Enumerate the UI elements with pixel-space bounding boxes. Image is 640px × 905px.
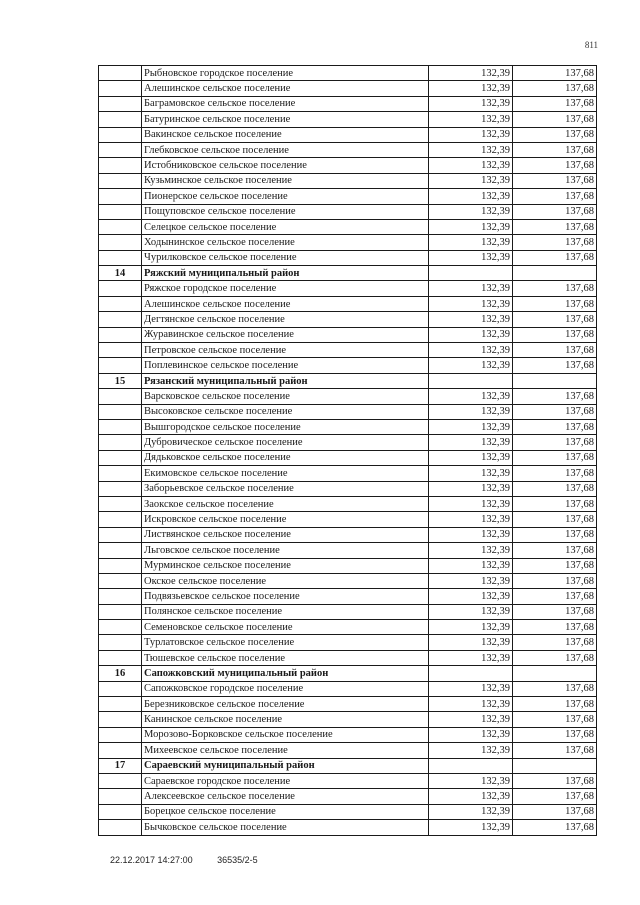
settlement-row [99,435,597,450]
settlement-name-cell: Журавинское сельское поселение [142,327,429,342]
settlement-name-cell: Алешинское сельское поселение [142,81,429,96]
settlement-row [99,327,597,342]
tariff-value-2-cell [513,666,597,681]
row-number-cell [99,527,142,542]
row-number-cell [99,173,142,188]
settlement-name-cell: Дубровическое сельское поселение [142,435,429,450]
tariff-value-2-cell: 137,68 [513,204,597,219]
settlement-row [99,496,597,511]
tariff-value-2-cell: 137,68 [513,635,597,650]
settlement-name-cell: Дядьковское сельское поселение [142,450,429,465]
settlement-row [99,650,597,665]
row-number-cell: 15 [99,373,142,388]
tariff-value-2-cell [513,266,597,281]
tariff-value-2-cell: 137,68 [513,219,597,234]
settlement-name-cell: Искровское сельское поселение [142,512,429,527]
row-number-cell [99,773,142,788]
settlement-row [99,804,597,819]
tariff-value-2-cell: 137,68 [513,466,597,481]
settlement-row [99,66,597,81]
row-number-cell: 17 [99,758,142,773]
tariff-value-1-cell: 132,39 [429,296,513,311]
tariff-value-1-cell: 132,39 [429,204,513,219]
tariff-value-1-cell: 132,39 [429,681,513,696]
settlement-row [99,343,597,358]
settlement-row [99,573,597,588]
settlement-row [99,604,597,619]
settlement-row [99,81,597,96]
row-number-cell [99,235,142,250]
settlement-name-cell: Алешинское сельское поселение [142,296,429,311]
settlement-name-cell: Морозово-Борковское сельское поселение [142,727,429,742]
row-number-cell [99,604,142,619]
tariff-value-1-cell: 132,39 [429,96,513,111]
settlement-name-cell: Поплевинское сельское поселение [142,358,429,373]
settlement-row [99,250,597,265]
tariff-value-2-cell: 137,68 [513,81,597,96]
tariff-value-1-cell: 132,39 [429,404,513,419]
settlement-row [99,235,597,250]
settlement-name-cell: Окское сельское поселение [142,573,429,588]
tariff-value-1-cell: 132,39 [429,358,513,373]
tariff-value-1-cell: 132,39 [429,81,513,96]
tariff-value-1-cell: 132,39 [429,66,513,81]
settlement-row [99,189,597,204]
tariff-value-1-cell: 132,39 [429,558,513,573]
settlement-name-cell: Сараевский муниципальный район [142,758,429,773]
settlement-name-cell: Березниковское сельское поселение [142,697,429,712]
tariff-value-2-cell: 137,68 [513,527,597,542]
tariff-value-2-cell: 137,68 [513,789,597,804]
row-number-cell [99,158,142,173]
tariff-value-2-cell: 137,68 [513,512,597,527]
tariff-value-2-cell: 137,68 [513,773,597,788]
row-number-cell [99,327,142,342]
tariff-value-1-cell: 132,39 [429,142,513,157]
settlement-name-cell: Пощуповское сельское поселение [142,204,429,219]
tariff-value-1-cell: 132,39 [429,466,513,481]
settlement-name-cell: Турлатовское сельское поселение [142,635,429,650]
settlement-row [99,389,597,404]
settlement-row [99,820,597,835]
tariff-value-1-cell: 132,39 [429,496,513,511]
document-code: 36535/2-5 [217,855,258,865]
tariff-value-2-cell: 137,68 [513,727,597,742]
settlement-name-cell: Дегтянское сельское поселение [142,312,429,327]
tariff-value-2-cell: 137,68 [513,281,597,296]
row-number-cell [99,142,142,157]
settlement-name-cell: Кузьминское сельское поселение [142,173,429,188]
tariff-value-1-cell: 132,39 [429,419,513,434]
tariff-value-2-cell: 137,68 [513,496,597,511]
settlement-name-cell: Льговское сельское поселение [142,543,429,558]
tariff-value-1-cell: 132,39 [429,789,513,804]
settlement-name-cell: Петровское сельское поселение [142,343,429,358]
settlement-name-cell: Листвянское сельское поселение [142,527,429,542]
tariff-value-2-cell: 137,68 [513,189,597,204]
row-number-cell [99,650,142,665]
district-row [99,373,597,388]
settlement-row [99,112,597,127]
tariff-value-1-cell: 132,39 [429,235,513,250]
tariff-value-2-cell: 137,68 [513,127,597,142]
row-number-cell [99,620,142,635]
settlement-name-cell: Вакинское сельское поселение [142,127,429,142]
settlement-row [99,127,597,142]
row-number-cell [99,435,142,450]
settlement-name-cell: Подвязьевское сельское поселение [142,589,429,604]
settlement-row [99,743,597,758]
row-number-cell [99,358,142,373]
tariff-value-2-cell: 137,68 [513,681,597,696]
tariff-value-2-cell: 137,68 [513,235,597,250]
tariff-value-1-cell: 132,39 [429,389,513,404]
settlement-name-cell: Ряжский муниципальный район [142,266,429,281]
settlement-row [99,620,597,635]
settlement-name-cell: Тюшевское сельское поселение [142,650,429,665]
settlement-row [99,558,597,573]
tariff-value-2-cell: 137,68 [513,296,597,311]
settlement-row [99,404,597,419]
settlement-row [99,281,597,296]
settlement-name-cell: Селецкое сельское поселение [142,219,429,234]
tariff-value-1-cell: 132,39 [429,773,513,788]
tariff-value-1-cell [429,373,513,388]
tariff-value-2-cell: 137,68 [513,327,597,342]
settlement-name-cell: Михеевское сельское поселение [142,743,429,758]
row-number-cell [99,450,142,465]
tariff-value-1-cell: 132,39 [429,697,513,712]
tariff-value-1-cell: 132,39 [429,527,513,542]
settlement-row [99,712,597,727]
row-number-cell [99,481,142,496]
row-number-cell [99,281,142,296]
row-number-cell [99,543,142,558]
settlement-name-cell: Полянское сельское поселение [142,604,429,619]
settlement-row [99,450,597,465]
tariff-value-2-cell: 137,68 [513,573,597,588]
tariff-value-1-cell: 132,39 [429,743,513,758]
page-number: 811 [584,40,598,50]
row-number-cell [99,804,142,819]
settlement-name-cell: Батуринское сельское поселение [142,112,429,127]
row-number-cell [99,697,142,712]
tariff-value-1-cell: 132,39 [429,712,513,727]
tariff-value-1-cell: 132,39 [429,573,513,588]
settlement-row [99,543,597,558]
settlement-row [99,312,597,327]
settlement-name-cell: Борецкое сельское поселение [142,804,429,819]
tariff-value-2-cell: 137,68 [513,112,597,127]
row-number-cell [99,512,142,527]
settlement-name-cell: Алексеевское сельское поселение [142,789,429,804]
tariff-value-2-cell: 137,68 [513,435,597,450]
tariff-value-2-cell: 137,68 [513,96,597,111]
tariff-value-2-cell: 137,68 [513,589,597,604]
tariff-value-1-cell [429,666,513,681]
row-number-cell [99,727,142,742]
row-number-cell [99,189,142,204]
district-row [99,666,597,681]
row-number-cell [99,743,142,758]
settlement-row [99,219,597,234]
settlement-name-cell: Высоковское сельское поселение [142,404,429,419]
tariff-value-2-cell: 137,68 [513,142,597,157]
tariff-value-2-cell: 137,68 [513,343,597,358]
tariff-value-2-cell: 137,68 [513,543,597,558]
settlement-row [99,296,597,311]
settlement-name-cell: Баграмовское сельское поселение [142,96,429,111]
row-number-cell [99,589,142,604]
tariff-value-2-cell: 137,68 [513,250,597,265]
tariff-value-2-cell: 137,68 [513,312,597,327]
tariff-value-1-cell: 132,39 [429,158,513,173]
row-number-cell [99,404,142,419]
settlement-row [99,96,597,111]
tariff-value-2-cell: 137,68 [513,358,597,373]
tariff-value-1-cell: 132,39 [429,127,513,142]
tariff-value-1-cell: 132,39 [429,281,513,296]
tariff-value-1-cell: 132,39 [429,450,513,465]
row-number-cell [99,466,142,481]
tariff-value-2-cell: 137,68 [513,481,597,496]
settlement-row [99,512,597,527]
settlement-row [99,419,597,434]
tariff-value-2-cell: 137,68 [513,604,597,619]
row-number-cell [99,820,142,835]
settlement-row [99,727,597,742]
tariff-value-1-cell: 132,39 [429,327,513,342]
row-number-cell [99,96,142,111]
tariff-value-1-cell: 132,39 [429,481,513,496]
tariff-value-2-cell: 137,68 [513,804,597,819]
settlement-name-cell: Пионерское сельское поселение [142,189,429,204]
settlement-row [99,773,597,788]
row-number-cell [99,312,142,327]
row-number-cell [99,419,142,434]
tariff-value-1-cell: 132,39 [429,312,513,327]
tariff-value-1-cell: 132,39 [429,589,513,604]
settlement-row [99,635,597,650]
row-number-cell [99,389,142,404]
tariff-value-1-cell: 132,39 [429,635,513,650]
settlement-name-cell: Рыбновское городское поселение [142,66,429,81]
tariff-value-2-cell: 137,68 [513,820,597,835]
settlement-name-cell: Ряжское городское поселение [142,281,429,296]
settlement-name-cell: Сапожковский муниципальный район [142,666,429,681]
tariff-value-2-cell: 137,68 [513,697,597,712]
tariff-value-1-cell: 132,39 [429,820,513,835]
tariff-value-1-cell: 132,39 [429,512,513,527]
settlement-name-cell: Чурилковское сельское поселение [142,250,429,265]
tariff-value-2-cell: 137,68 [513,558,597,573]
settlement-name-cell: Канинское сельское поселение [142,712,429,727]
settlement-row [99,789,597,804]
settlement-name-cell: Мурминское сельское поселение [142,558,429,573]
settlement-row [99,158,597,173]
print-timestamp: 22.12.2017 14:27:00 [110,855,193,865]
tariff-value-1-cell: 132,39 [429,343,513,358]
tariff-value-2-cell: 137,68 [513,743,597,758]
settlement-name-cell: Екимовское сельское поселение [142,466,429,481]
row-number-cell [99,496,142,511]
row-number-cell [99,558,142,573]
settlement-name-cell: Заокское сельское поселение [142,496,429,511]
tariff-value-1-cell: 132,39 [429,112,513,127]
settlement-name-cell: Сапожковское городское поселение [142,681,429,696]
tariff-value-1-cell: 132,39 [429,250,513,265]
tariff-value-1-cell: 132,39 [429,650,513,665]
district-row [99,266,597,281]
settlement-row [99,681,597,696]
tariff-value-1-cell: 132,39 [429,189,513,204]
tariff-value-1-cell: 132,39 [429,604,513,619]
settlement-name-cell: Заборьевское сельское поселение [142,481,429,496]
settlement-row [99,173,597,188]
settlement-row [99,358,597,373]
settlement-row [99,204,597,219]
settlement-name-cell: Глебковское сельское поселение [142,142,429,157]
tariff-value-2-cell: 137,68 [513,158,597,173]
settlement-name-cell: Рязанский муниципальный район [142,373,429,388]
tariff-value-1-cell: 132,39 [429,435,513,450]
settlement-name-cell: Ходынинское сельское поселение [142,235,429,250]
row-number-cell [99,66,142,81]
row-number-cell [99,296,142,311]
row-number-cell [99,112,142,127]
row-number-cell [99,573,142,588]
settlement-row [99,589,597,604]
settlement-row [99,466,597,481]
row-number-cell [99,681,142,696]
settlement-row [99,527,597,542]
row-number-cell: 16 [99,666,142,681]
tariff-value-1-cell: 132,39 [429,173,513,188]
row-number-cell [99,204,142,219]
settlement-row [99,142,597,157]
settlement-name-cell: Вышгородское сельское поселение [142,419,429,434]
settlement-name-cell: Сараевское городское поселение [142,773,429,788]
row-number-cell [99,81,142,96]
row-number-cell [99,789,142,804]
settlement-row [99,481,597,496]
tariff-value-2-cell: 137,68 [513,389,597,404]
settlement-name-cell: Варсковское сельское поселение [142,389,429,404]
tariff-value-2-cell: 137,68 [513,650,597,665]
tariff-value-2-cell: 137,68 [513,620,597,635]
tariff-table-body [99,66,597,836]
tariff-value-1-cell: 132,39 [429,727,513,742]
tariff-value-2-cell: 137,68 [513,173,597,188]
tariff-value-1-cell: 132,39 [429,804,513,819]
settlement-name-cell: Бычковское сельское поселение [142,820,429,835]
row-number-cell [99,635,142,650]
tariff-value-1-cell: 132,39 [429,543,513,558]
row-number-cell [99,219,142,234]
tariff-table [98,65,597,836]
tariff-value-2-cell [513,758,597,773]
tariff-value-2-cell [513,373,597,388]
settlement-name-cell: Семеновское сельское поселение [142,620,429,635]
tariff-value-1-cell [429,266,513,281]
tariff-value-1-cell: 132,39 [429,219,513,234]
tariff-value-1-cell: 132,39 [429,620,513,635]
tariff-value-2-cell: 137,68 [513,66,597,81]
tariff-value-2-cell: 137,68 [513,419,597,434]
tariff-value-2-cell: 137,68 [513,404,597,419]
row-number-cell [99,712,142,727]
tariff-value-2-cell: 137,68 [513,450,597,465]
row-number-cell [99,127,142,142]
tariff-value-2-cell: 137,68 [513,712,597,727]
district-row [99,758,597,773]
print-stamp [110,855,280,865]
row-number-cell [99,250,142,265]
settlement-name-cell: Истобниковское сельское поселение [142,158,429,173]
settlement-row [99,697,597,712]
row-number-cell: 14 [99,266,142,281]
tariff-value-1-cell [429,758,513,773]
row-number-cell [99,343,142,358]
